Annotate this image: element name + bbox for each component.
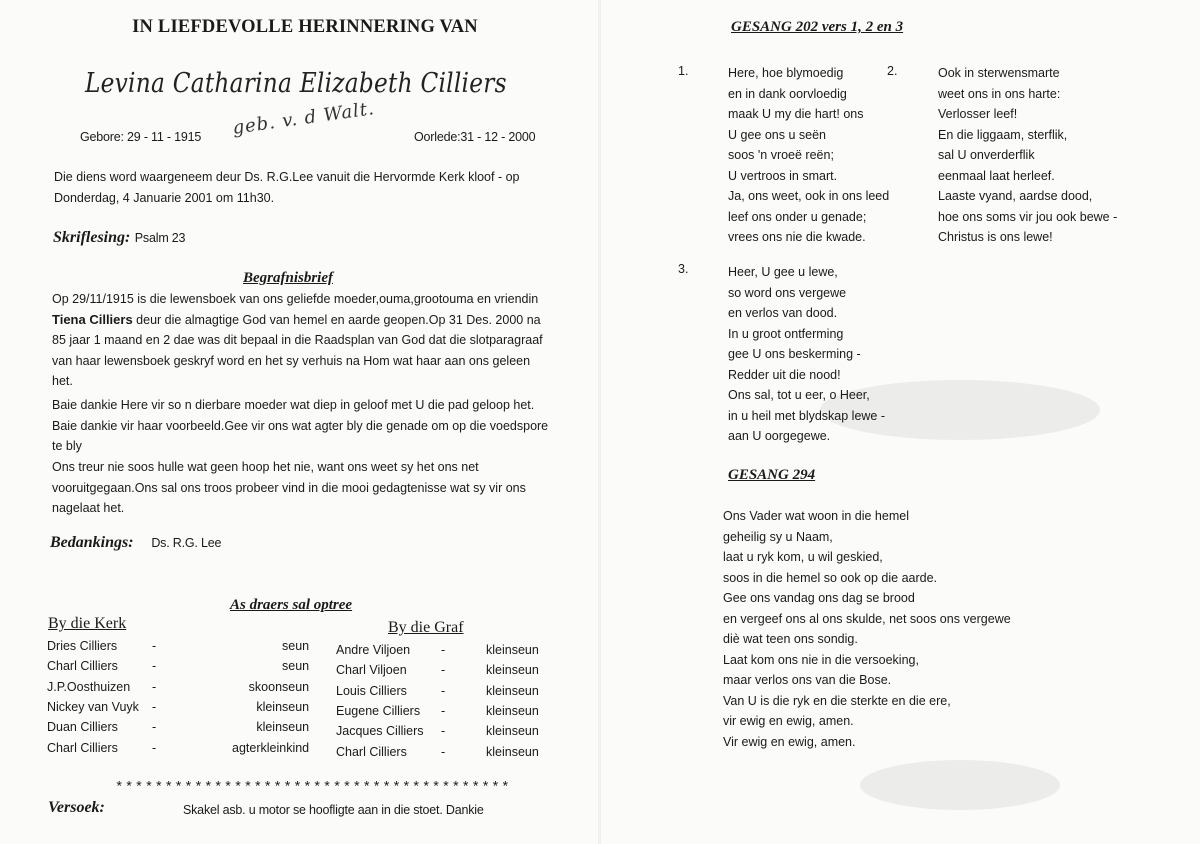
verse-line: Christus is ons lewe!: [938, 230, 1053, 244]
bearer-name: Dries Cilliers: [47, 639, 118, 654]
service-details: Die diens word waargeneem deur Ds. R.G.Lee vanuit die Hervormde Kerk kloof - op Donderdag, 4 Januarie 2001 om 11h30.: [54, 170, 520, 205]
lords-prayer: [723, 506, 1011, 752]
verse-line: en in dank oorvloedig: [728, 86, 847, 101]
memorial-title: IN LIEFDEVOLLE HERINNERING VAN: [132, 17, 478, 37]
verse-line: en verlos van dood.: [728, 306, 838, 320]
verse-1-number: 1.: [678, 64, 689, 78]
bearer-dash: -: [152, 740, 157, 755]
bearer-dash: -: [152, 700, 157, 715]
request-label: Versoek:: [48, 799, 105, 816]
verse-line: Here, hoe blymoedig: [728, 66, 844, 80]
verse-2-number: 2.: [887, 64, 898, 78]
birth-date: Gebore: 29 - 11 - 1915: [80, 130, 202, 144]
scripture-value: Psalm 23: [134, 231, 186, 245]
table-row: [336, 660, 539, 680]
verse-line: eenmaal laat herleef.: [938, 168, 1055, 183]
grave-bearers-table: [336, 640, 539, 762]
right-page: [600, 0, 1200, 844]
bearer-relation: seun: [282, 659, 310, 674]
bearer-relation: kleinseun: [256, 700, 310, 715]
verse-line: Redder uit die nood!: [728, 367, 841, 382]
verse-line: en vergeef ons al ons skulde, net soos ons vergewe: [723, 611, 1011, 626]
verse-line: aan U oorgegewe.: [728, 429, 831, 443]
bearer-name: Charl Cilliers: [47, 659, 118, 674]
letter-p1-text-b: deur die almagtige God van hemel en aarde geopen.Op 31 Des. 2000 na 85 jaar 1 maand en 2 dae was dit bepaal in die Raadsplan van God dat die slotparagraaf van haar lewensboek geskryf word en het sy verhuis na Hom wat haar aan ons geleen het.: [52, 312, 543, 388]
church-bearers-table: [47, 636, 309, 758]
verse-3: [728, 262, 885, 447]
scripture-reading: [53, 229, 185, 247]
verse-line: so word ons vergewe: [728, 285, 847, 300]
bearer-name: Charl Cilliers: [47, 740, 118, 755]
verse-line: Van U is die ryk en die sterkte en die ere,: [723, 693, 951, 708]
table-row: [336, 701, 539, 721]
verse-line: soos 'n vroeë reën;: [728, 148, 834, 162]
verse-1: [728, 63, 889, 248]
verse-line: U gee ons u seën: [728, 127, 826, 142]
verse-line: geheilig sy u Naam,: [723, 529, 833, 544]
thanks-label: Bedankings:: [50, 534, 134, 551]
bearer-name: Andre Viljoen: [336, 643, 411, 658]
grave-bearers-heading: By die Graf: [388, 619, 464, 636]
table-row: [47, 697, 309, 717]
letter-paragraph-1: [52, 289, 552, 392]
bearer-dash: -: [152, 720, 157, 735]
verse-line: Verlosser leef!: [938, 107, 1018, 121]
verse-line: in u heil met blydskap lewe -: [728, 408, 886, 423]
bearer-dash: -: [441, 744, 446, 759]
verse-line: Laat kom ons nie in die versoeking,: [723, 652, 919, 667]
bearer-name: J.P.Oosthuizen: [47, 679, 131, 694]
bearer-name: Charl Cilliers: [336, 744, 407, 759]
hymn-202-title: GESANG 202 vers 1, 2 en 3: [731, 19, 904, 35]
verse-line: leef ons onder u genade;: [728, 209, 867, 224]
table-row: [336, 741, 539, 761]
table-row: [47, 636, 309, 656]
verse-line: sal U onverderflik: [938, 148, 1035, 162]
verse-line: maar verlos ons van die Bose.: [723, 673, 892, 687]
deceased-name: Levina Catharina Elizabeth Cilliers: [85, 68, 507, 99]
death-date: Oorlede:31 - 12 - 2000: [414, 130, 536, 144]
letter-heading: Begrafnisbrief: [243, 270, 333, 286]
bearer-relation: kleinseun: [486, 643, 539, 658]
stars-divider: ****************************************: [115, 780, 512, 796]
bearer-dash: -: [441, 724, 446, 739]
bearer-dash: -: [152, 639, 157, 654]
bearer-name: Charl Viljoen: [336, 663, 407, 678]
verse-line: diè wat teen ons sondig.: [723, 632, 858, 646]
verse-3-number: 3.: [678, 262, 689, 276]
verse-line: Ons Vader wat woon in die hemel: [723, 509, 909, 523]
bearer-name: Nickey van Vuyk: [47, 700, 139, 715]
thanks-value: Ds. R.G. Lee: [151, 536, 222, 550]
table-row: [47, 717, 309, 737]
verse-2: [938, 63, 1117, 248]
table-row: [336, 721, 539, 741]
bearer-relation: kleinseun: [486, 663, 539, 678]
table-row: [47, 656, 309, 676]
bearer-relation: kleinseun: [486, 744, 539, 759]
bearer-relation: kleinseun: [486, 724, 539, 739]
verse-line: In u groot ontferming: [728, 326, 844, 341]
bearer-dash: -: [152, 679, 157, 694]
verse-line: Ons sal, tot u eer, o Heer,: [728, 388, 870, 402]
verse-line: weet ons in ons harte:: [938, 86, 1061, 101]
bearer-relation: kleinseun: [486, 683, 539, 698]
table-row: [336, 640, 539, 660]
verse-line: Ja, ons weet, ook in ons leed: [728, 189, 890, 203]
verse-line: soos in die hemel so ook op die aarde.: [723, 570, 938, 585]
bearer-name: Duan Cilliers: [47, 720, 118, 735]
letter-paragraph-3: Ons treur nie soos hulle wat geen hoop het nie, want ons weet sy het ons net vooruitgegaan.Ons sal ons troos probeer vind in die mooi gedagtenisse wat sy vir ons nagelaat het.: [52, 460, 526, 515]
letter-paragraph-2: Baie dankie Here vir so n dierbare moeder wat diep in geloof met U die pad geloop het. Baie dankie vir haar voorbeeld.Gee vir ons wat agter bly die genade om op die voedspore te bly: [52, 398, 549, 453]
verse-line: Vir ewig en ewig, amen.: [723, 734, 856, 749]
bearer-name: Jacques Cilliers: [336, 724, 424, 739]
hymn-294-title: GESANG 294: [728, 467, 816, 483]
table-row: [336, 681, 539, 701]
bearer-dash: -: [441, 643, 446, 658]
bearer-name: Eugene Cilliers: [336, 704, 421, 719]
bearer-relation: seun: [282, 639, 310, 654]
bearer-dash: -: [152, 659, 157, 674]
bearers-heading: As draers sal optree: [230, 597, 353, 613]
verse-line: U vertroos in smart.: [728, 168, 838, 183]
bearer-relation: skoonseun: [248, 679, 310, 694]
table-row: [47, 737, 309, 757]
bearer-dash: -: [441, 663, 446, 678]
scripture-label: Skriflesing:: [53, 229, 131, 246]
bearer-relation: kleinseun: [486, 704, 539, 719]
request-value: Skakel asb. u motor se hoofligte aan in die stoet. Dankie: [183, 803, 484, 817]
verse-line: vir ewig en ewig, amen.: [723, 714, 854, 728]
verse-line: Heer, U gee u lewe,: [728, 265, 838, 279]
verse-line: Gee ons vandag ons dag se brood: [723, 591, 915, 605]
bearer-relation: agterkleinkind: [232, 740, 310, 755]
church-bearers-heading: By die Kerk: [48, 615, 127, 632]
bearer-dash: -: [441, 704, 446, 719]
verse-line: Ook in sterwensmarte: [938, 66, 1060, 80]
verse-line: vrees ons nie die kwade.: [728, 230, 866, 244]
thanks: [50, 534, 221, 552]
verse-line: maak U my die hart! ons: [728, 107, 864, 121]
letter-p1-text-a: Op 29/11/1915 is die lewensboek van ons geliefde moeder,ouma,grootouma en vriendin: [52, 292, 539, 306]
verse-line: gee U ons beskerming -: [728, 347, 861, 361]
verse-line: hoe ons soms vir jou ook bewe -: [938, 209, 1118, 224]
handwritten-maiden-name: geb. v. d Walt.: [231, 98, 377, 139]
bearer-dash: -: [441, 683, 446, 698]
table-row: [47, 677, 309, 697]
verse-line: laat u ryk kom, u wil geskied,: [723, 550, 883, 564]
letter-p1-name: Tiena Cilliers: [52, 311, 133, 327]
request: [48, 799, 105, 817]
bearer-relation: kleinseun: [256, 720, 310, 735]
verse-line: En die liggaam, sterflik,: [938, 127, 1068, 142]
verse-line: Laaste vyand, aardse dood,: [938, 189, 1093, 203]
bearer-name: Louis Cilliers: [336, 683, 407, 698]
scan-smudge: [860, 760, 1060, 810]
